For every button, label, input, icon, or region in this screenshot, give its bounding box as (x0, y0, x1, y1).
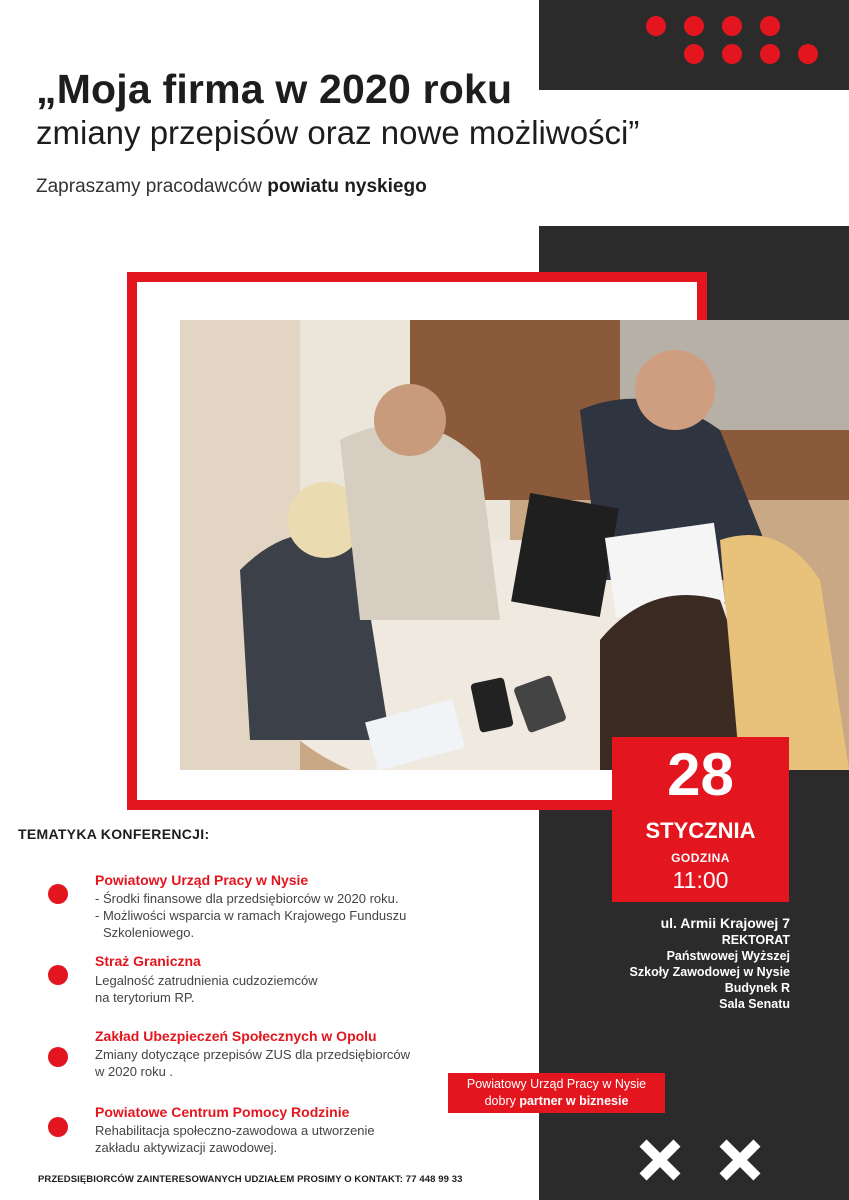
address-line: Szkoły Zawodowej w Nysie (629, 965, 790, 979)
agenda-item-title: Straż Graniczna (95, 953, 201, 969)
address-line: REKTORAT (721, 933, 790, 947)
agenda-item-line: zakładu aktywizacji zawodowej. (95, 1140, 278, 1155)
meeting-photo (180, 320, 849, 770)
dot-icon (722, 44, 742, 64)
partner-slogan: partner w biznesie (519, 1094, 629, 1108)
dot-icon (760, 44, 780, 64)
agenda-item-line: Szkoleniowego. (103, 925, 195, 940)
dot-icon (722, 16, 742, 36)
agenda-item-line: Zmiany dotyczące przepisów ZUS dla przedsiębiorców (95, 1047, 411, 1062)
agenda-item-line: - Możliwości wsparcia w ramach Krajowego Funduszu (95, 908, 407, 923)
agenda-title: TEMATYKA KONFERENCJI: (18, 826, 210, 842)
dot-icon (684, 44, 704, 64)
invitation-text (36, 176, 427, 198)
event-address (570, 914, 790, 1012)
title-line-1: „Moja firma w 2020 roku (36, 66, 513, 112)
agenda-item-line: Legalność zatrudnienia cudzoziemców (95, 973, 318, 988)
agenda-item-line: - Środki finansowe dla przedsiębiorców w 2020 roku. (95, 891, 399, 906)
bullet-icon (48, 1047, 68, 1067)
partner-line-2 (448, 1093, 665, 1110)
dot-icon (646, 16, 666, 36)
agenda-item-title: Powiatowe Centrum Pomocy Rodzinie (95, 1104, 350, 1120)
agenda-item-line: w 2020 roku . (95, 1064, 174, 1079)
event-day: 28 (667, 741, 734, 808)
dot-icon (798, 44, 818, 64)
bullet-icon (48, 884, 68, 904)
close-x-icon (720, 1140, 760, 1180)
agenda-item-line: Rehabilitacja społeczno-zawodowa a utworzenie (95, 1123, 375, 1138)
title-line-2: zmiany przepisów oraz nowe możliwości” (36, 114, 640, 151)
close-x-icon (640, 1140, 680, 1180)
agenda-item-title: Powiatowy Urząd Pracy w Nysie (95, 872, 309, 888)
partner-banner (448, 1073, 665, 1113)
address-street: ul. Armii Krajowej 7 (660, 915, 790, 931)
event-month: STYCZNIA (645, 818, 756, 843)
hour-label: GODZINA (671, 851, 730, 865)
invitation-prefix: Zapraszamy pracodawców (36, 176, 268, 197)
address-line: Sala Senatu (719, 997, 790, 1011)
dot-icon (760, 16, 780, 36)
bullet-icon (48, 1117, 68, 1137)
event-time: 11:00 (672, 867, 729, 893)
invitation-region: powiatu nyskiego (267, 176, 427, 197)
partner-line-1: Powiatowy Urząd Pracy w Nysie (466, 1077, 647, 1091)
date-box (612, 737, 789, 902)
agenda-item-title: Zakład Ubezpieczeń Społecznych w Opolu (95, 1028, 377, 1044)
address-line: Państwowej Wyższej (666, 949, 790, 963)
contact-line: PRZEDSIĘBIORCÓW ZAINTERESOWANYCH UDZIAŁEM PROSIMY O KONTAKT: 77 448 99 33 (38, 1174, 463, 1185)
partner-prefix: dobry (484, 1094, 520, 1108)
dot-icon (684, 16, 704, 36)
address-line: Budynek R (724, 981, 790, 995)
bullet-icon (48, 965, 68, 985)
agenda-item-line: na terytorium RP. (95, 990, 195, 1005)
